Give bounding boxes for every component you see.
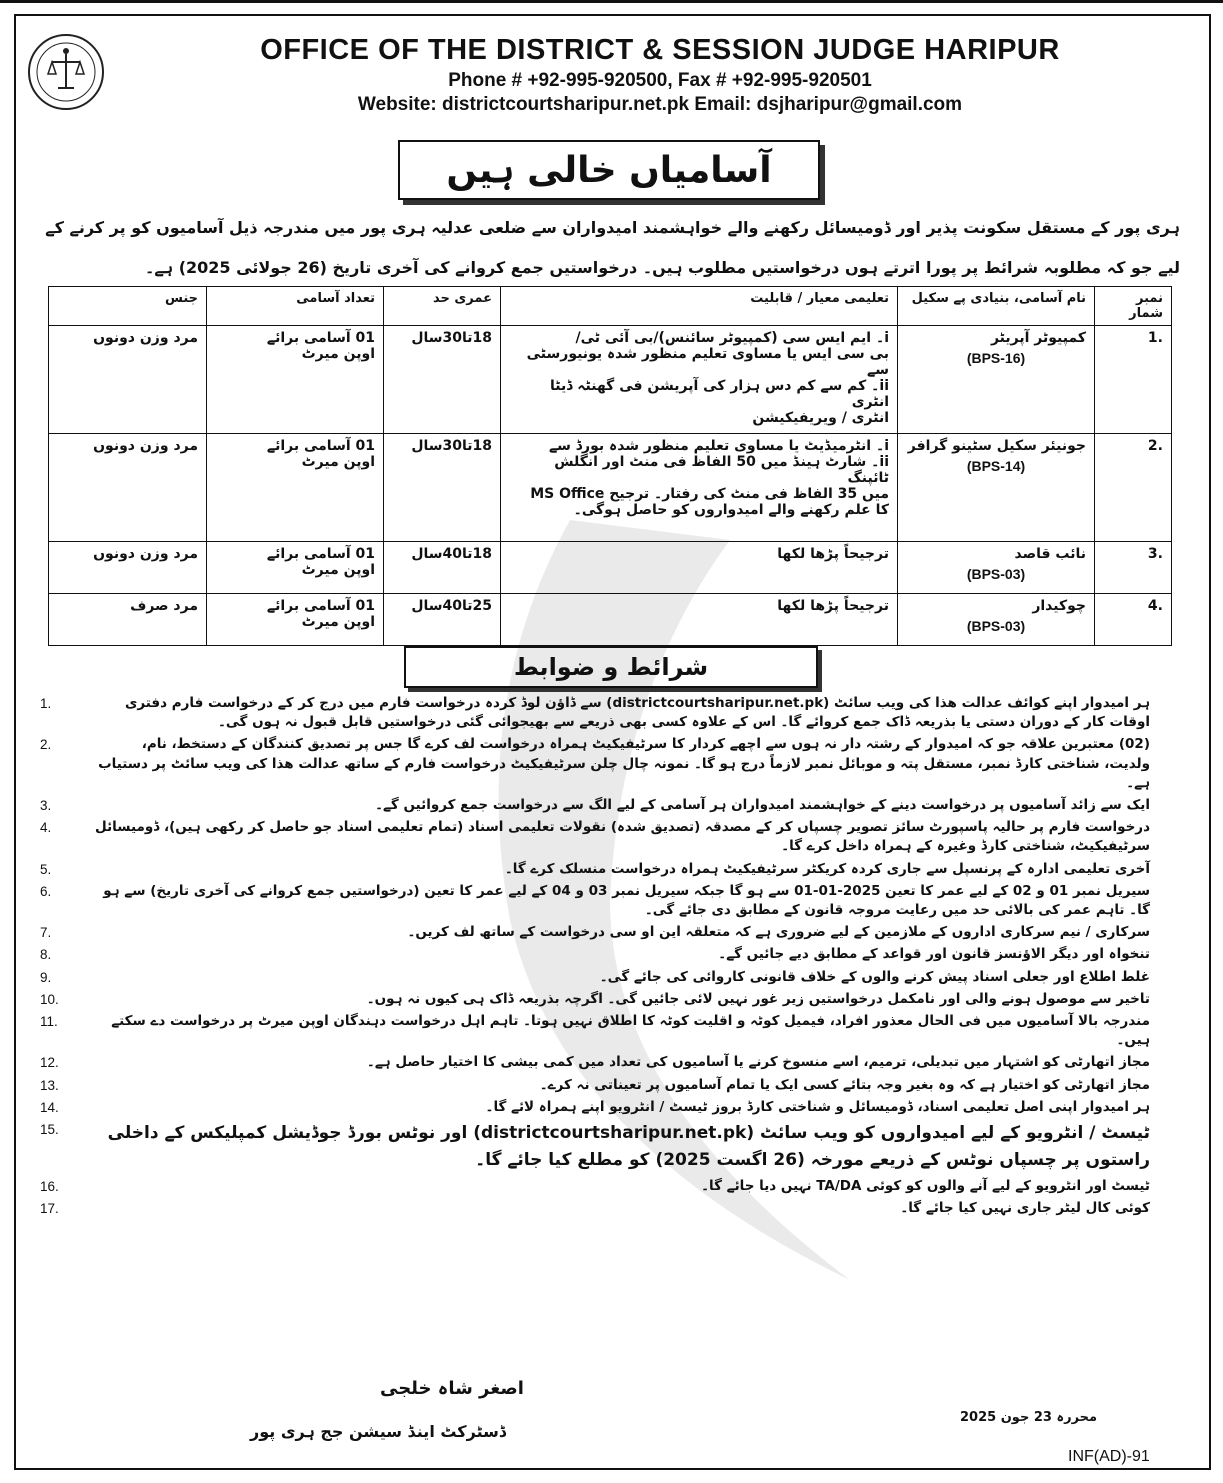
intro-line-2: لیے جو کہ مطلوبہ شرائط پر پورا اترتے ہوں درخواستیں مطلوب ہیں۔ درخواستیں جمع کروانے کی آخری تاریخ (26 جولائی 2025) ہے۔ [145, 258, 1180, 277]
age-limit: 25تا40سال [384, 594, 501, 646]
condition-item [40, 990, 1150, 1009]
condition-item [40, 1053, 1150, 1072]
count-line: اوپن میرٹ [301, 346, 375, 362]
col-age: عمری حد [384, 287, 501, 326]
condition-item [40, 968, 1150, 987]
condition-text: مندرجہ بالا آسامیوں میں فی الحال معذور افراد، فیمیل کوٹہ و اقلیت کوٹہ کا اطلاق نہیں ہوتا۔ تاہم اہل درخواست دہندگان اوپن میرٹ پر درخواست دے سکتے ہیں۔ [111, 1013, 1150, 1049]
gender: مرد وزن دونوں [49, 326, 207, 434]
condition-text: کوئی کال لیٹر جاری نہیں کیا جائے گا۔ [900, 1200, 1150, 1217]
serial-no: .4 [1095, 594, 1172, 646]
col-qualification: تعلیمی معیار / قابلیت [501, 287, 898, 326]
condition-item [40, 1098, 1150, 1117]
condition-number: 17. [40, 1201, 59, 1217]
qualification-line: ii۔ شارٹ ہینڈ میں 50 الفاظ فی منٹ اور انگلش ٹائپنگ [554, 454, 889, 486]
post-cell [898, 542, 1095, 594]
qualification-cell [501, 434, 898, 542]
condition-number: 11. [40, 1014, 58, 1030]
post-name: نائب قاصد [1014, 546, 1086, 562]
signatory-name: اصغر شاہ خلجی [380, 1378, 524, 1399]
count-line: 01 آسامی برائے [266, 438, 375, 454]
condition-number: 16. [40, 1179, 59, 1195]
qualification-line: بی سی ایس یا مساوی تعلیم منظور شدہ یونیورسٹی سے [526, 346, 889, 378]
qualification-line: ii۔ کم سے کم دس ہزار کی آپریشن فی گھنٹہ ڈیٹا انٹری [549, 378, 889, 410]
post-name: چوکیدار [1032, 598, 1086, 614]
court-seal-logo [26, 32, 106, 112]
top-rule [0, 0, 1223, 3]
conditions-list [40, 694, 1150, 1221]
intro-line-1: ہری پور کے مستقل سکونت پذیر اور ڈومیسائل رکھنے والے خواہشمند امیدواران سے ضلعی عدلیہ ہری پور میں مندرجہ ذیل آسامیوں کو پر کرنے کے [45, 218, 1180, 237]
count-cell [207, 594, 384, 646]
col-serial: نمبر شمار [1095, 287, 1172, 326]
post-name: کمپیوٹر آپریٹر [990, 330, 1086, 346]
posts-table [48, 286, 1172, 646]
count-line: اوپن میرٹ [301, 454, 375, 470]
pay-scale: (BPS-03) [966, 618, 1026, 634]
condition-text: ٹیسٹ / انٹرویو کے لیے امیدواروں کو ویب سائٹ (districtcourtsharipur.net.pk) اور نوٹس بورڈ جوڈیشل کمپلیکس کے داخلی راستوں پر چسپاں نوٹس کے ذریعے مورخہ (26 اگست 2025) کو مطلع کیا جائے گا۔ [107, 1123, 1150, 1171]
signatory-title: ڈسٹرکٹ اینڈ سیشن جج ہری پور [250, 1422, 506, 1441]
count-line: 01 آسامی برائے [266, 598, 375, 614]
gender: مرد وزن دونوں [49, 542, 207, 594]
condition-item [40, 1076, 1150, 1095]
count-line: اوپن میرٹ [301, 562, 375, 578]
count-cell [207, 326, 384, 434]
condition-item [40, 1012, 1150, 1050]
condition-text: آخری تعلیمی ادارہ کے پرنسپل سے جاری کردہ کریکٹر سرٹیفیکیٹ ہمراہ درخواست منسلک کرے گا۔ [504, 860, 1150, 877]
vacancies-banner: آسامیاں خالی ہیں [398, 140, 820, 200]
condition-item [40, 796, 1150, 815]
count-line: 01 آسامی برائے [266, 330, 375, 346]
post-name: جونیئر سکیل سٹینو گرافر [907, 438, 1086, 454]
age-limit: 18تا40سال [384, 542, 501, 594]
age-limit: 18تا30سال [384, 326, 501, 434]
condition-number: 10. [40, 991, 59, 1007]
table-header-row [49, 287, 1172, 326]
col-count: تعداد آسامی [207, 287, 384, 326]
condition-text: تنخواہ اور دیگر الاؤنسز قانون اور قواعد کے مطابق دیے جائیں گے۔ [718, 946, 1150, 963]
condition-text: مجاز اتھارٹی کو اشتہار میں تبدیلی، ترمیم، اسے منسوخ کرنے یا آسامیوں کی تعداد میں کمی بیشی کا اختیار حاصل ہے۔ [366, 1054, 1150, 1071]
condition-text: ہر امیدوار اپنی اصل تعلیمی اسناد، ڈومیسائل و شناختی کارڈ بروز ٹیسٹ / انٹرویو اپنے ہمراہ لائے گا۔ [485, 1098, 1150, 1115]
issue-date: محررہ 23 جون 2025 [960, 1410, 1098, 1425]
qualification-line: انٹری / ویریفیکیشن [752, 410, 889, 426]
qualification-line: میں 35 الفاظ فی منٹ کی رفتار۔ ترجیح MS Office [530, 486, 889, 502]
table-row [49, 434, 1172, 542]
condition-text: غلط اطلاع اور جعلی اسناد پیش کرنے والوں کے خلاف قانونی کاروائی کی جائے گی۔ [599, 968, 1150, 985]
condition-item [40, 818, 1150, 856]
post-cell [898, 594, 1095, 646]
qualification-line: i۔ ایم ایس سی (کمپیوٹر سائنس)/بی آئی ٹی/ [575, 330, 889, 346]
condition-number: 12. [40, 1055, 59, 1071]
condition-number: 14. [40, 1099, 59, 1115]
qualification-line: i۔ انٹرمیڈیٹ یا مساوی تعلیم منظور شدہ بورڈ سے [548, 438, 889, 454]
phone-fax-line: Phone # +92-995-920500, Fax # +92-995-920501 [448, 70, 872, 91]
condition-number: 15. [40, 1122, 59, 1138]
condition-number: 9. [40, 969, 52, 985]
table-row [49, 326, 1172, 434]
qualification-cell [501, 326, 898, 434]
condition-item [40, 860, 1150, 879]
table-row [49, 594, 1172, 646]
qualification-cell [501, 542, 898, 594]
condition-item [40, 735, 1150, 793]
count-line: 01 آسامی برائے [266, 546, 375, 562]
count-cell [207, 434, 384, 542]
post-cell [898, 434, 1095, 542]
condition-number: 5. [40, 861, 52, 877]
condition-number: 7. [40, 925, 52, 941]
condition-text: سرکاری / نیم سرکاری اداروں کے ملازمین کے لیے ضروری ہے کہ متعلقہ این او سی درخواست کے ساتھ لف کریں۔ [407, 924, 1150, 941]
condition-text: تاخیر سے موصول ہونے والی اور نامکمل درخواستیں زیر غور نہیں لائی جائیں گی۔ اگرچہ بذریعہ ڈاک ہی کیوں نہ ہوں۔ [366, 990, 1150, 1007]
condition-text: درخواست فارم پر حالیہ پاسپورٹ سائز تصویر چسپاں کر کے مصدقہ (تصدیق شدہ) نقولات تعلیمی اسناد (تمام تعلیمی اسناد جو حاصل کر رکھی ہیں)، ڈومیسائل سرٹیفیکیٹ، شناختی کارڈ وغیرہ کے ہمراہ داخل کرے گا۔ [95, 819, 1150, 855]
age-limit: 18تا30سال [384, 434, 501, 542]
qualification-cell [501, 594, 898, 646]
condition-number: 13. [40, 1077, 59, 1093]
condition-item [40, 1177, 1150, 1196]
condition-number: 4. [40, 820, 52, 836]
qualification-line: کا علم رکھنے والے امیدواروں کو حاصل ہوگی۔ [573, 502, 889, 518]
condition-text: مجاز اتھارٹی کو اختیار ہے کہ وہ بغیر وجہ بتائے کسی ایک یا تمام آسامیوں پر تعیناتی نہ کرے۔ [539, 1076, 1150, 1093]
gender: مرد صرف [49, 594, 207, 646]
website-email-line: Website: districtcourtsharipur.net.pk Email: dsjharipur@gmail.com [357, 94, 963, 115]
condition-item [40, 882, 1150, 920]
condition-text: (02) معتبرین علاقہ جو کہ امیدوار کے رشتہ دار نہ ہوں سے اچھے کردار کا سرٹیفیکیٹ ہمراہ درخواست لف کرے گا جس پر تصدیق کنندگان کے دستخط، نام، ولدیت، شناختی کارڈ نمبر، مستقل پتہ و موبائل نمبر لازماً درج ہو گا۔ نمونہ چال چلن سرٹیفیکیٹ درخواست فارم کے ساتھ عدالت ھذا کی ویب سائٹ پر دستیاب ہے۔ [98, 736, 1150, 791]
condition-text: ایک سے زائد آسامیوں پر درخواست دینے کے خواہشمند امیدواران ہر آسامی کے لیے الگ سے درخواست جمع کروائیں گے۔ [375, 797, 1150, 814]
condition-text: ہر امیدوار اپنے کوائف عدالت ھذا کی ویب سائٹ (districtcourtsharipur.net.pk) سے ڈاؤن لوڈ کردہ درخواست فارم میں درج کر کے درخواست فارم دفتری اوقات کار کے دوران دستی یا بذریعہ ڈاک جمع کروائے گا۔ اس کے علاوہ کسی بھی ذریعے سے بھیجوائی گئی درخواستیں قابل قبول نہ ہوں گی۔ [125, 695, 1150, 731]
serial-no: .2 [1095, 434, 1172, 542]
condition-number: 1. [40, 696, 52, 711]
table-row [49, 542, 1172, 594]
pay-scale: (BPS-16) [966, 350, 1026, 366]
pay-scale: (BPS-03) [966, 566, 1026, 582]
condition-number: 2. [40, 737, 52, 753]
condition-text: ٹیسٹ اور انٹرویو کے لیے آنے والوں کو کوئی TA/DA نہیں دیا جائے گا۔ [701, 1178, 1150, 1195]
condition-item [40, 923, 1150, 942]
conditions-title: شرائط و ضوابط [404, 646, 818, 688]
pay-scale: (BPS-14) [966, 458, 1026, 474]
col-gender: جنس [49, 287, 207, 326]
serial-no: .3 [1095, 542, 1172, 594]
count-cell [207, 542, 384, 594]
condition-text: سیریل نمبر 01 و 02 کے لیے عمر کا تعین 2025-01-01 سے ہو گا جبکہ سیریل نمبر 03 و 04 کے لیے عمر کا تعین (درخواستیں جمع کروانے کی آخری تاریخ) سے ہو گا۔ تاہم عمر کی بالائی حد میں رعایت مروجہ قانون کے مطابق دی جائے گی۔ [103, 882, 1150, 919]
count-line: اوپن میرٹ [301, 614, 375, 630]
condition-item [40, 1120, 1150, 1174]
reference-number: INF(AD)-91 [1068, 1448, 1150, 1465]
condition-number: 8. [40, 947, 52, 963]
condition-number: 6. [40, 883, 52, 899]
qualification-line: ترجیحاً پڑھا لکھا [777, 546, 889, 562]
condition-item [40, 945, 1150, 964]
qualification-line: ترجیحاً پڑھا لکھا [777, 598, 889, 614]
office-title: OFFICE OF THE DISTRICT & SESSION JUDGE HARIPUR [260, 34, 1060, 66]
gender: مرد وزن دونوں [49, 434, 207, 542]
condition-number: 3. [40, 798, 52, 814]
condition-item [40, 1199, 1150, 1218]
condition-item [40, 694, 1150, 732]
serial-no: .1 [1095, 326, 1172, 434]
post-cell [898, 326, 1095, 434]
col-post: نام آسامی، بنیادی پے سکیل [898, 287, 1095, 326]
